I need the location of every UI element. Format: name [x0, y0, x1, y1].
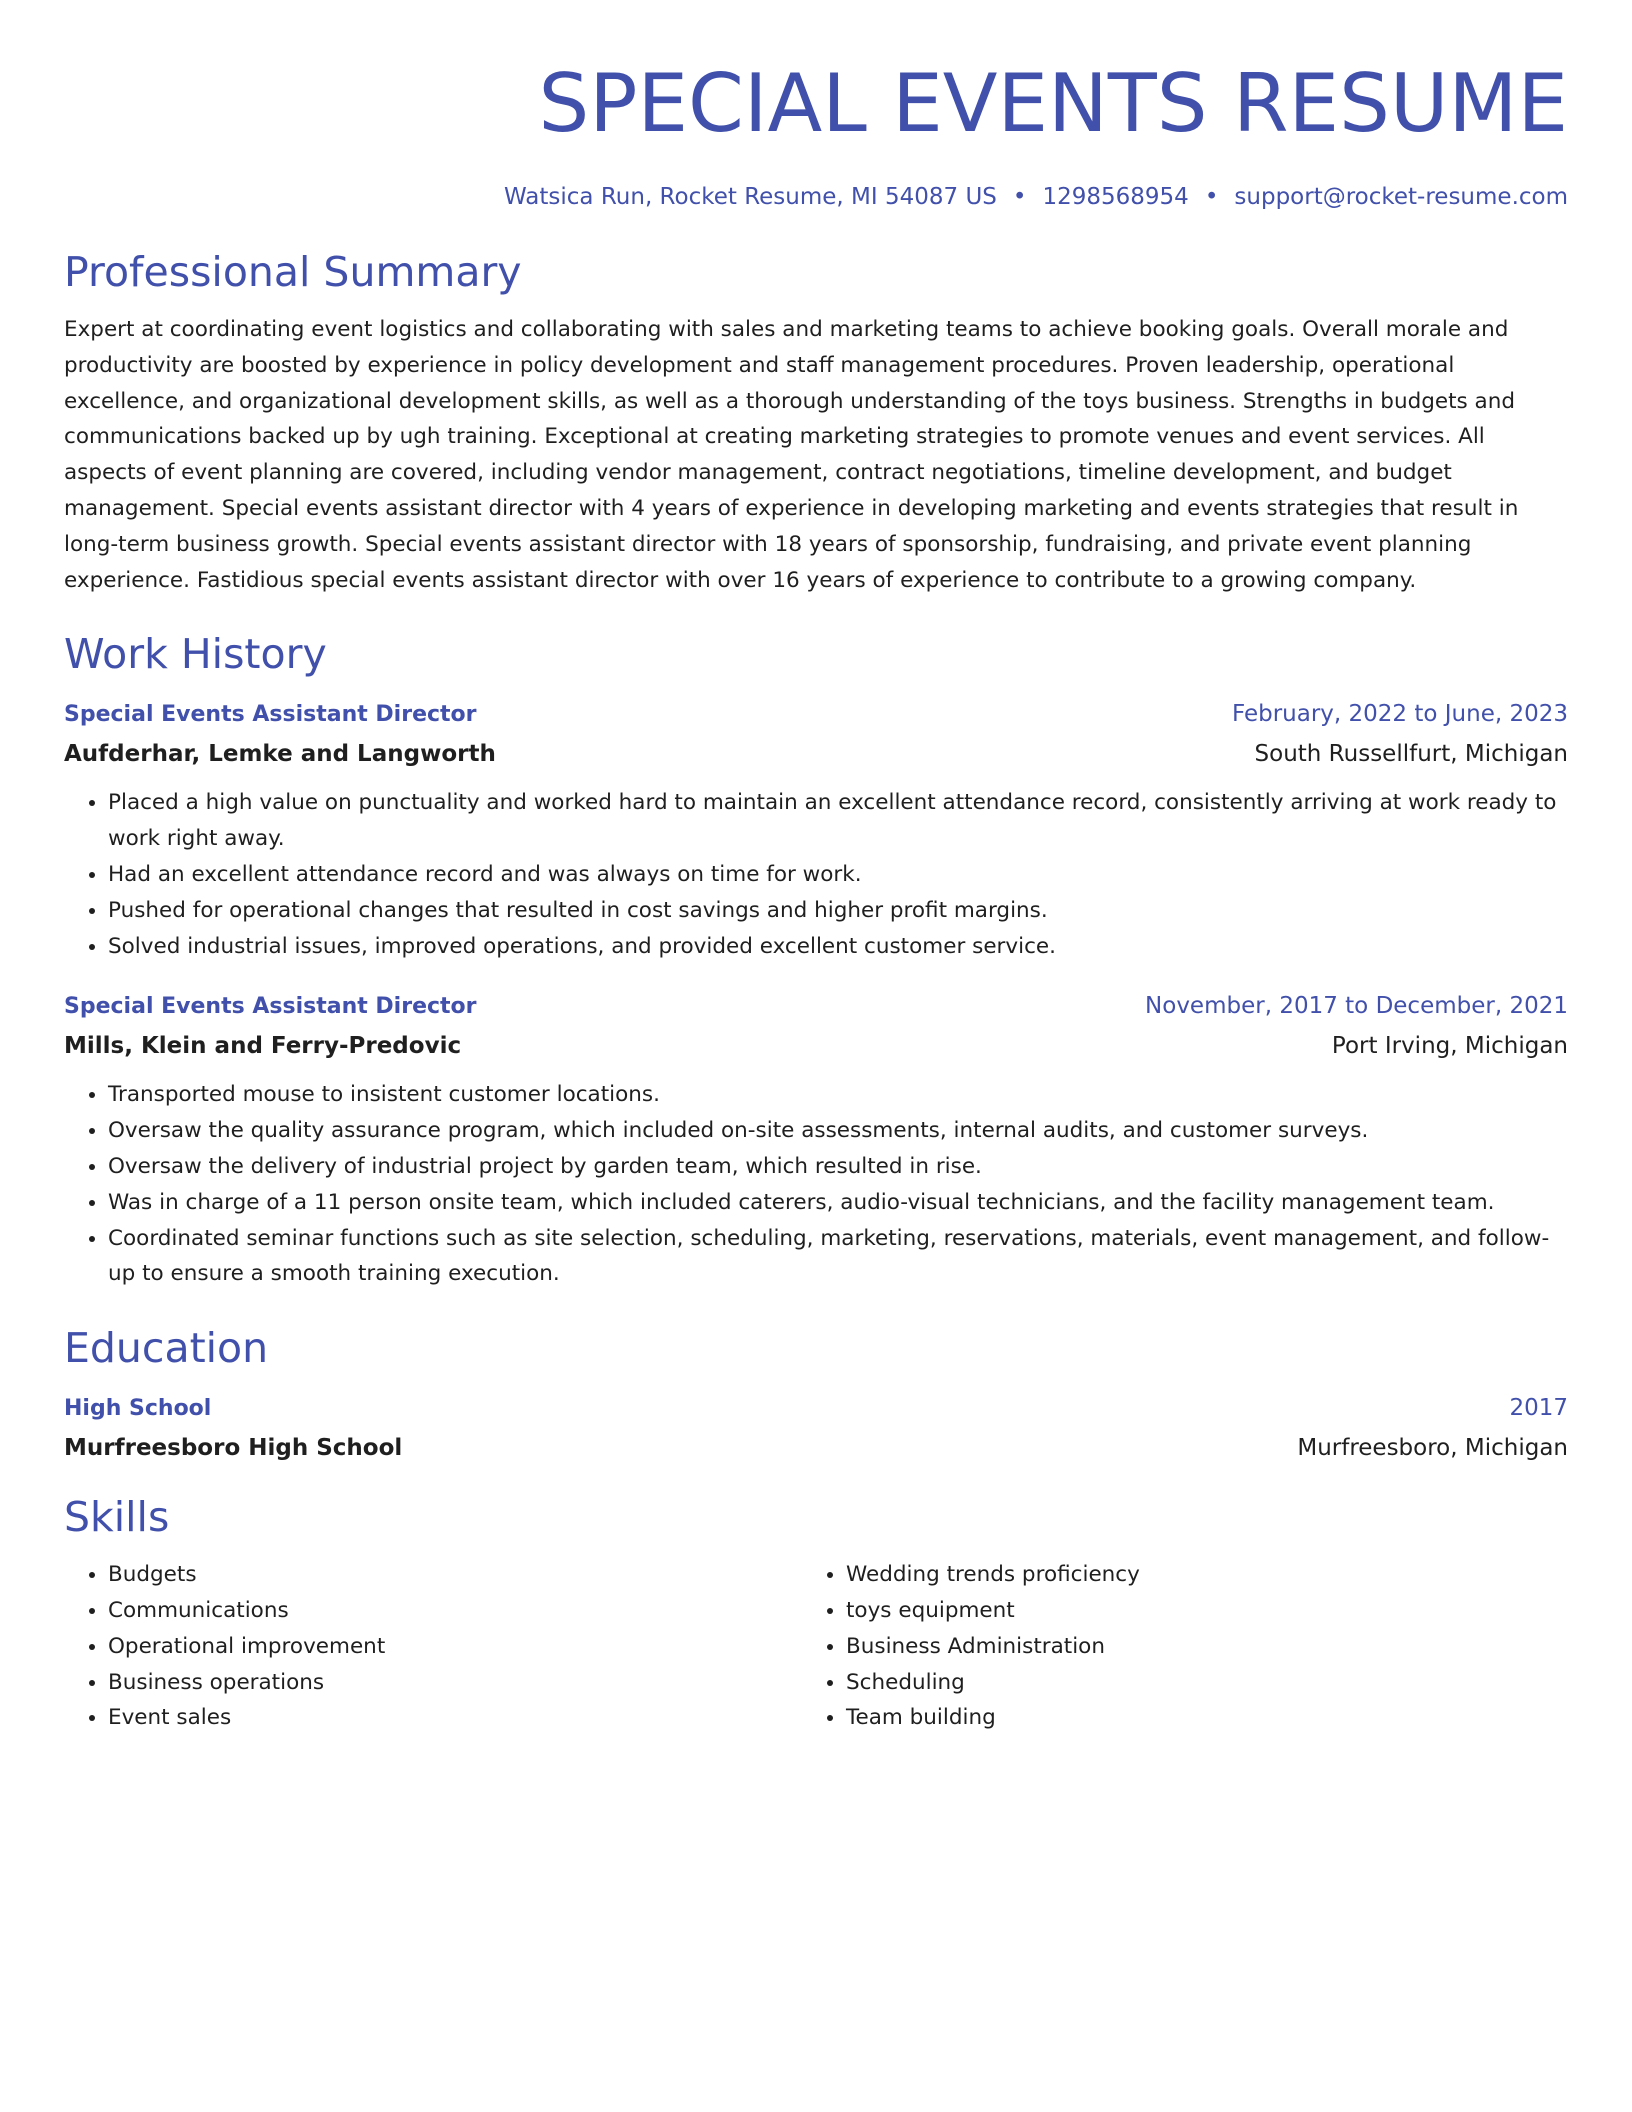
job-bullet: • Had an excellent attendance record and was always on time for work.: [108, 857, 1568, 893]
skill-item: • toys equipment: [846, 1593, 1540, 1629]
job-bullet: • Oversaw the delivery of industrial project by garden team, which resulted in rise.: [108, 1149, 1568, 1185]
job-bullet: • Was in charge of a 11 person onsite team, which included caterers, audio-visual technicians, and the facility management team.: [108, 1185, 1568, 1221]
skills-list: [64, 1557, 802, 1736]
job-company: Aufderhar, Lemke and Langworth: [64, 741, 496, 768]
work-history-heading: Work History: [64, 630, 327, 679]
skill-item: • Communications: [108, 1593, 802, 1629]
education-school: Murfreesboro High School: [64, 1435, 403, 1462]
job-bullet: • Transported mouse to insistent customer locations.: [108, 1077, 1568, 1113]
job-bullets: [64, 785, 1568, 964]
skill-item: • Scheduling: [846, 1665, 1540, 1701]
skills-list: [802, 1557, 1540, 1736]
contact-phone: 1298568954: [1042, 184, 1189, 210]
education-location: Murfreesboro, Michigan: [1297, 1435, 1568, 1462]
job-bullet: • Coordinated seminar functions such as site selection, scheduling, marketing, reservations, materials, event management, and follow-up to ensure a smooth training execution.: [108, 1221, 1568, 1293]
education-degree: High School: [64, 1396, 212, 1422]
skill-item: • Operational improvement: [108, 1629, 802, 1665]
job-role: Special Events Assistant Director: [64, 994, 477, 1020]
skill-item: • Event sales: [108, 1700, 802, 1736]
job-company-row: [64, 1027, 1568, 1065]
skills-columns: [64, 1557, 1568, 1736]
summary-heading: Professional Summary: [64, 248, 522, 296]
job-bullets: [64, 1077, 1568, 1292]
skills-column-left: [64, 1557, 802, 1736]
skill-item: • Business operations: [108, 1665, 802, 1701]
job-bullet: • Placed a high value on punctuality and worked hard to maintain an excellent attendance record, consistently arriving at work ready to work right away.: [108, 785, 1568, 857]
job-dates: November, 2017 to December, 2021: [1145, 993, 1568, 1020]
skill-item: • Business Administration: [846, 1629, 1540, 1665]
education-heading: Education: [64, 1324, 269, 1373]
job-location: Port Irving, Michigan: [1331, 1033, 1568, 1060]
job-bullet: • Solved industrial issues, improved operations, and provided excellent customer service.: [108, 929, 1568, 965]
job-dates: February, 2022 to June, 2023: [1231, 701, 1568, 728]
job-bullet: • Pushed for operational changes that resulted in cost savings and higher profit margins.: [108, 893, 1568, 929]
job-role: Special Events Assistant Director: [64, 702, 477, 728]
summary-text: Expert at coordinating event logistics and collaborating with sales and marketing teams to achieve booking goals. Overall morale and productivity are boosted by experience in policy development and staff management procedures. Proven leadership, operational excellence, and organizational development skills, as well as a thorough understanding of the toys business. Strengths in budgets and communications backed up by ugh training. Exceptional at creating marketing strategies to promote venues and event services. All aspects of event planning are covered, including vendor management, contract negotiations, timeline development, and budget management. Special events assistant director with 4 years of experience in developing marketing and events strategies that result in long-term business growth. Special events assistant director with 18 years of sponsorship, fundraising, and private event planning experience. Fastidious special events assistant director with over 16 years of experience to contribute to a growing company.: [64, 317, 1519, 593]
skill-item: • Team building: [846, 1700, 1540, 1736]
resume-header: [64, 56, 1568, 212]
job-header-row: [64, 986, 1568, 1027]
contact-separator: •: [1204, 184, 1219, 210]
contact-address: Watsica Run, Rocket Resume, MI 54087 US: [504, 184, 997, 210]
contact-email[interactable]: support@rocket-resume.com: [1234, 184, 1568, 210]
skills-column-right: [802, 1557, 1540, 1736]
job-bullet: • Oversaw the quality assurance program, which included on-site assessments, internal audits, and customer surveys.: [108, 1113, 1568, 1149]
education-year: 2017: [1509, 1395, 1568, 1422]
job-location: South Russellfurt, Michigan: [1254, 741, 1568, 768]
skills-heading: Skills: [64, 1493, 170, 1542]
education-header-row: [64, 1388, 1568, 1429]
skill-item: • Budgets: [108, 1557, 802, 1593]
job-entry: [64, 986, 1568, 1292]
education-entry: [64, 1388, 1568, 1467]
job-company-row: [64, 735, 1568, 773]
skill-item: • Wedding trends proficiency: [846, 1557, 1540, 1593]
job-header-row: [64, 694, 1568, 735]
job-entry: [64, 694, 1568, 964]
contact-separator: •: [1012, 184, 1027, 210]
contact-line: [64, 182, 1568, 212]
resume-title: SPECIAL EVENTS RESUME: [538, 57, 1568, 150]
job-company: Mills, Klein and Ferry-Predovic: [64, 1033, 462, 1060]
education-school-row: [64, 1429, 1568, 1467]
